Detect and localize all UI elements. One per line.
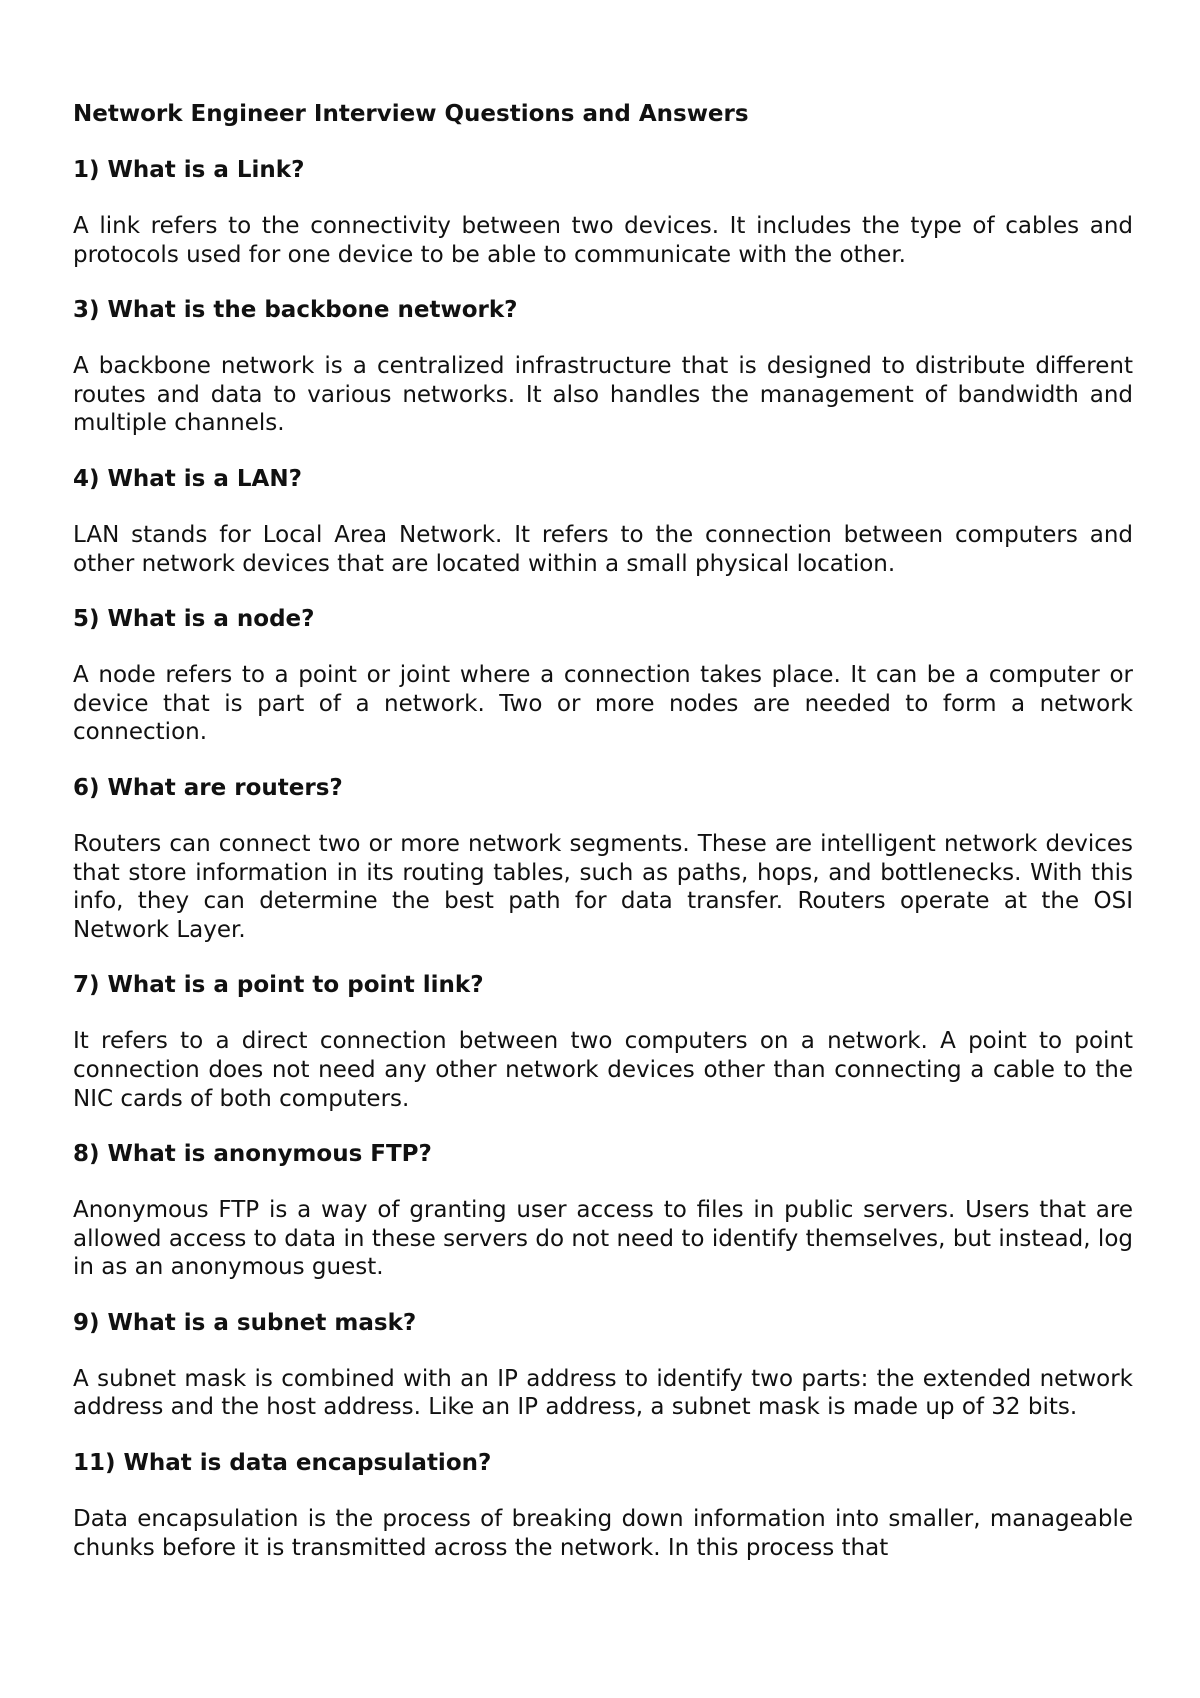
qa-item: [73, 465, 1133, 578]
document-title: Network Engineer Interview Questions and Answers: [73, 101, 749, 127]
answer-paragraph: Data encapsulation is the process of breaking down information into smaller, manageable chunks before it is transmitted across the network. In this process that: [73, 1506, 1133, 1561]
question-heading: 8) What is anonymous FTP?: [73, 1141, 432, 1168]
answer-paragraph: Anonymous FTP is a way of granting user access to files in public servers. Users that are allowed access to data in these servers do not need to identify themselves, but instead, log in as an anonymous guest.: [73, 1197, 1133, 1281]
qa-item: [73, 605, 1133, 747]
question-heading: 6) What are routers?: [73, 774, 343, 801]
question-heading: 4) What is a LAN?: [73, 465, 302, 492]
qa-item: [73, 156, 1133, 269]
answer-paragraph: Routers can connect two or more network segments. These are intelligent network devices that store information in its routing tables, such as paths, hops, and bottlenecks. With this info, they can determine the best path for data transfer. Routers operate at the OSI Network Layer.: [73, 830, 1133, 943]
question-heading: 11) What is data encapsulation?: [73, 1450, 492, 1477]
document-page: [73, 100, 1133, 1589]
question-heading: 5) What is a node?: [73, 606, 315, 633]
answer-paragraph: A link refers to the connectivity between two devices. It includes the type of cables and protocols used for one device to be able to communicate with the other.: [73, 213, 1133, 268]
qa-item: [73, 296, 1133, 438]
answer-paragraph: It refers to a direct connection between two computers on a network. A point to point connection does not need any other network devices other than connecting a cable to the NIC cards of both computers.: [73, 1028, 1133, 1112]
answer-paragraph: A backbone network is a centralized infrastructure that is designed to distribute different routes and data to various networks. It also handles the management of bandwidth and multiple channels.: [73, 353, 1133, 437]
qa-item: [73, 774, 1133, 944]
qa-item: [73, 971, 1133, 1113]
qa-item: [73, 1309, 1133, 1422]
qa-item: [73, 1449, 1133, 1562]
qa-item: [73, 1140, 1133, 1282]
question-heading: 3) What is the backbone network?: [73, 297, 518, 324]
answer-paragraph: A subnet mask is combined with an IP address to identify two parts: the extended network address and the host address. Like an IP address, a subnet mask is made up of 32 bits.: [73, 1365, 1133, 1421]
question-heading: 1) What is a Link?: [73, 157, 305, 183]
question-heading: 9) What is a subnet mask?: [73, 1309, 417, 1336]
answer-paragraph: LAN stands for Local Area Network. It refers to the connection between computers and other network devices that are located within a small physical location.: [73, 521, 1133, 577]
question-heading: 7) What is a point to point link?: [73, 972, 484, 999]
answer-paragraph: A node refers to a point or joint where a connection takes place. It can be a computer or device that is part of a network. Two or more nodes are needed to form a network connection.: [73, 662, 1133, 746]
